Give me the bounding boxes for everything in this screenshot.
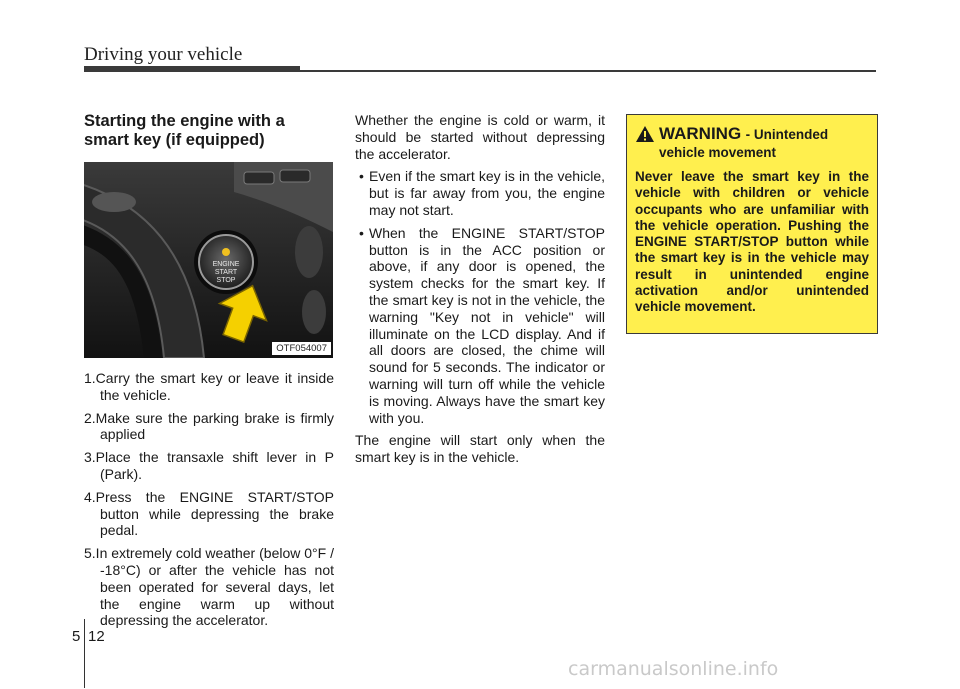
warning-triangle-icon [635,125,655,143]
chapter-number: 5 [72,628,81,645]
warning-box [626,114,878,334]
button-label-start: START [214,269,238,276]
steering-wheel-illustration [84,162,333,358]
middle-column [355,112,605,472]
watermark: carmanualsonline.info [568,658,779,680]
left-column [84,112,334,635]
warning-subtitle-line2: vehicle movement [659,145,777,160]
list-item [355,225,605,427]
intro-paragraph: Whether the engine is cold or warm, it should be started without depressing the accelerator. [355,112,605,162]
outro-paragraph: The engine will start only when the smart key is in the vehicle. [355,432,605,466]
button-label-engine: ENGINE [212,261,240,268]
list-item [355,168,605,218]
warning-title [635,125,869,144]
page-number: 12 [88,628,105,645]
start-button-figure [84,162,333,358]
bullet-text: Even if the smart key is in the vehicle, but is far away from you, the engine may not start. [369,168,605,218]
bullet-icon: • [359,224,364,241]
start-steps-list [84,370,334,629]
notes-list [355,168,605,426]
warning-label: WARNING [659,124,742,143]
list-item: 3.Place the transaxle shift lever in P (Park). [84,449,334,482]
footer-divider [84,619,85,688]
section-heading-line2: smart key (if equipped) [84,131,265,149]
list-item: 4.Press the ENGINE START/STOP button while depressing the brake pedal. [84,488,334,539]
figure-code: OTF054007 [272,342,331,355]
warning-body: Never leave the smart key in the vehicle with children or vehicle occupants who are unfamiliar with the vehicle operation. Pushing the ENGINE START/STOP button while the smart key is in the vehicle may result in unintended engine activation and/or unintended vehicle movement. [635,169,869,315]
warning-subtitle-line1: - Unintended [745,127,829,142]
header-rule-thick [84,66,300,72]
bullet-icon: • [359,168,364,185]
list-item: 1.Carry the smart key or leave it inside the vehicle. [84,370,334,403]
section-heading-line1: Starting the engine with a [84,112,285,130]
list-item: 2.Make sure the parking brake is firmly applied [84,409,334,443]
section-heading [84,112,334,150]
bullet-text: When the ENGINE START/STOP button is in the ACC position or above, if any door is opened, the system checks for the smart key. If the smart key is not in the vehicle, the warning "Key not in vehicle" will illuminate on the LCD display. And if all doors are closed, the chime will sound for 5 seconds. The indicator or warning will turn off while the vehicle is moving. Always have the smart key with you. [369,224,605,426]
header-rule-thin [300,70,876,72]
page-header-title: Driving your vehicle [84,44,243,65]
list-item: 5.In extremely cold weather (below 0°F / -18°C) or after the vehicle has not been operated for several days, let the engine warm up without depressing the accelerator. [84,545,334,629]
button-label-stop: STOP [216,277,236,284]
